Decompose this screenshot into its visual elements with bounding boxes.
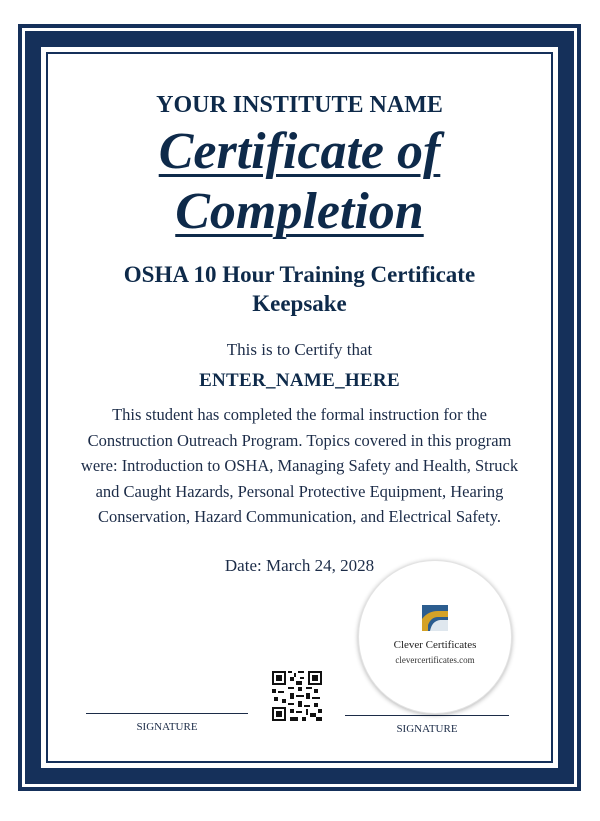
- student-name: ENTER_NAME_HERE: [199, 370, 400, 391]
- brand-seal: [358, 560, 512, 714]
- completion-date: Date: March 24, 2028: [224, 556, 375, 575]
- clever-certificates-logo-icon: [422, 605, 448, 631]
- certificate-subtitle: OSHA 10 Hour Training Certificate Keepsake: [123, 262, 476, 316]
- signature-line-left: [86, 713, 248, 714]
- institute-name: YOUR INSTITUTE NAME: [156, 92, 443, 118]
- certificate-title-line1: Certificate of: [158, 123, 441, 180]
- signature-label-right: SIGNATURE: [396, 723, 458, 735]
- seal-brand-name: Clever Certificates: [393, 639, 477, 651]
- qr-code-icon: [272, 671, 322, 721]
- certificate-title-line2: Completion: [175, 183, 424, 240]
- certify-text: This is to Certify that: [226, 340, 373, 359]
- seal-brand-url: clevercertificates.com: [395, 655, 475, 665]
- completion-description: This student has completed the formal instruction for the Construction Outreach Program. Topics covered in this program were: Introduction to OSHA, Managing Safety and Health, Struck and Caught Hazards, Personal Protective Equipment, Hearing Conservation, Hazard Communication, and Electrical Safety.: [80, 405, 519, 526]
- signature-label-left: SIGNATURE: [136, 721, 198, 733]
- signature-line-right: [345, 715, 509, 716]
